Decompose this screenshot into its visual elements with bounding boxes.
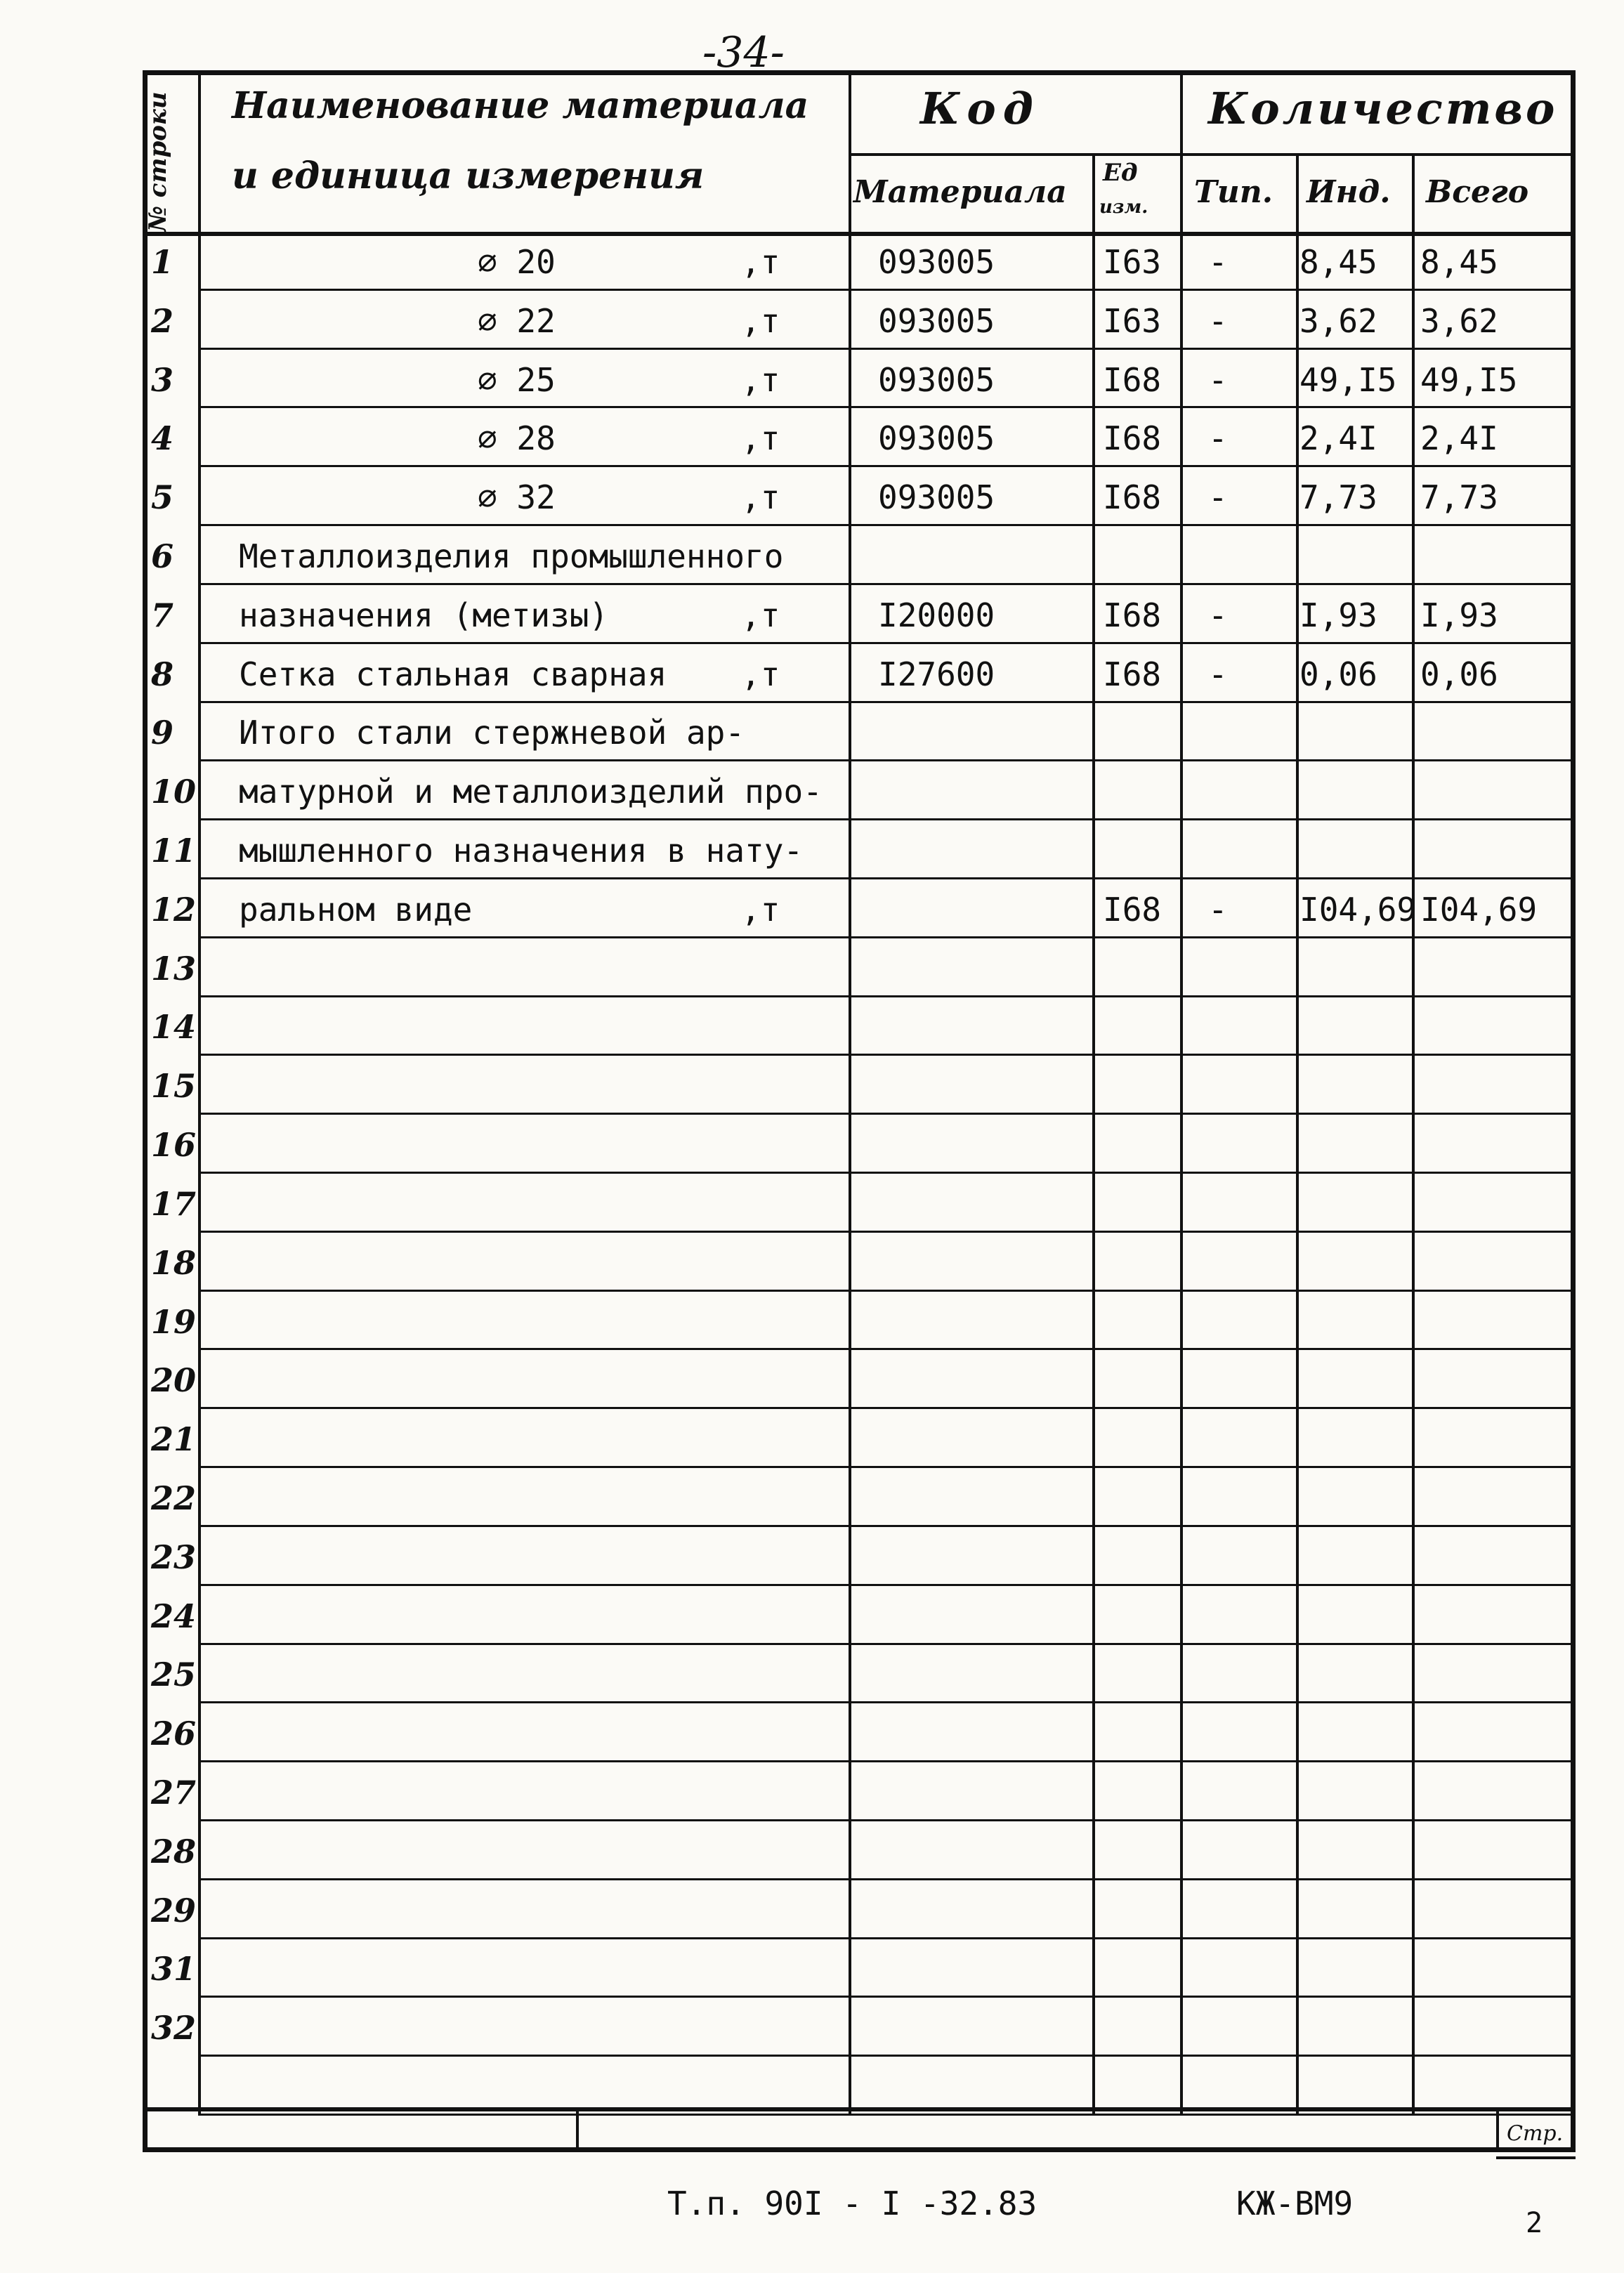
page-number: -34- xyxy=(702,28,785,77)
ind-value: 3,62 xyxy=(1299,301,1377,340)
row-line xyxy=(198,524,1576,526)
row-number: 28 xyxy=(151,1832,197,1871)
row-number: 11 xyxy=(151,832,197,870)
row-line xyxy=(198,1348,1576,1350)
total-value: 49,I5 xyxy=(1420,360,1518,399)
header-name-line2: и единица измерения xyxy=(232,155,705,197)
material-name: мышленного назначения в нату- xyxy=(239,832,804,870)
row-line xyxy=(198,1760,1576,1762)
row-line xyxy=(198,877,1576,879)
row-number: 14 xyxy=(151,1008,197,1047)
row-number: 2 xyxy=(151,301,174,340)
unit-suffix: ,т xyxy=(741,890,780,929)
row-line xyxy=(198,2114,1576,2116)
ind-value: 7,73 xyxy=(1299,478,1377,517)
material-name: ∅ 25 xyxy=(478,360,556,399)
header-row-no: № строки xyxy=(144,91,172,232)
row-number: 5 xyxy=(151,478,174,517)
row-line xyxy=(198,995,1576,997)
material-name: Металлоизделия промышленного xyxy=(239,537,784,575)
unit-code: I63 xyxy=(1103,301,1162,340)
title-block-sheet-line xyxy=(1496,2156,1576,2159)
material-code: I27600 xyxy=(878,655,995,693)
tip-value: - xyxy=(1208,419,1228,458)
row-line xyxy=(198,1701,1576,1703)
unit-suffix: ,т xyxy=(741,301,780,340)
title-block-project: Т.п. 90I - I -32.83 xyxy=(667,2184,1037,2222)
row-number: 25 xyxy=(151,1656,197,1694)
row-number: 8 xyxy=(151,655,174,693)
unit-code: I68 xyxy=(1103,419,1162,458)
total-value: 8,45 xyxy=(1420,242,1498,281)
row-number: 7 xyxy=(151,596,174,634)
row-number: 10 xyxy=(151,773,197,811)
material-name: матурной и металлоизделий про- xyxy=(239,773,823,811)
total-value: I04,69 xyxy=(1420,890,1538,929)
ind-value: 8,45 xyxy=(1299,242,1377,281)
tip-value: - xyxy=(1208,242,1228,281)
row-number: 32 xyxy=(151,2009,197,2048)
row-line xyxy=(198,1113,1576,1115)
material-code: 093005 xyxy=(878,360,995,399)
row-line xyxy=(198,759,1576,761)
row-line xyxy=(198,701,1576,703)
ind-value: 0,06 xyxy=(1299,655,1377,693)
unit-suffix: ,т xyxy=(741,596,780,634)
header-divider xyxy=(849,153,1576,156)
row-number: 26 xyxy=(151,1715,197,1753)
tip-value: - xyxy=(1208,890,1228,929)
row-line xyxy=(198,1525,1576,1527)
row-line xyxy=(198,348,1576,350)
material-name: ∅ 20 xyxy=(478,242,556,281)
tip-value: - xyxy=(1208,478,1228,517)
row-number: 22 xyxy=(151,1479,197,1517)
title-block-top xyxy=(143,2107,1576,2111)
title-block-sheet: 2 xyxy=(1526,2207,1543,2239)
row-line xyxy=(198,465,1576,467)
row-number: 21 xyxy=(151,1420,197,1459)
header-tip: Тип. xyxy=(1194,174,1273,210)
row-line xyxy=(198,1937,1576,1939)
row-line xyxy=(198,642,1576,644)
row-number: 3 xyxy=(151,360,174,399)
unit-suffix: ,т xyxy=(741,655,780,693)
material-name: назначения (метизы) xyxy=(239,596,609,634)
tip-value: - xyxy=(1208,360,1228,399)
row-number: 1 xyxy=(151,242,174,281)
material-code: 093005 xyxy=(878,242,995,281)
material-name: Сетка стальная сварная xyxy=(239,655,667,693)
row-line xyxy=(198,1819,1576,1821)
material-name: Итого стали стержневой ар- xyxy=(239,714,745,752)
material-name: ральном виде xyxy=(239,890,473,929)
row-line xyxy=(198,289,1576,291)
material-name: ∅ 28 xyxy=(478,419,556,458)
total-value: I,93 xyxy=(1420,596,1498,634)
unit-suffix: ,т xyxy=(741,242,780,281)
row-number: 31 xyxy=(151,1950,197,1989)
row-line xyxy=(198,1407,1576,1409)
ind-value: I04,69 xyxy=(1299,890,1417,929)
col-line-unit xyxy=(1180,70,1183,2116)
row-line xyxy=(198,818,1576,820)
row-line xyxy=(198,1466,1576,1468)
row-number: 18 xyxy=(151,1243,197,1282)
col-line-rowno xyxy=(198,70,201,2116)
row-number: 15 xyxy=(151,1067,197,1106)
tip-value: - xyxy=(1208,596,1228,634)
row-number: 20 xyxy=(151,1361,197,1400)
unit-code: I68 xyxy=(1103,478,1162,517)
row-number: 24 xyxy=(151,1597,197,1635)
row-line xyxy=(198,2055,1576,2057)
row-number: 19 xyxy=(151,1302,197,1341)
material-code: I20000 xyxy=(878,596,995,634)
row-line xyxy=(198,1231,1576,1233)
row-line xyxy=(198,1290,1576,1292)
total-value: 2,4I xyxy=(1420,419,1498,458)
ind-value: I,93 xyxy=(1299,596,1377,634)
title-block-code: КЖ-ВМ9 xyxy=(1236,2184,1354,2222)
title-block-sheet-divider xyxy=(1496,2107,1499,2152)
title-block-sheet-label: Стр. xyxy=(1507,2121,1564,2146)
header-code: Код xyxy=(920,83,1040,134)
header-total: Всего xyxy=(1426,174,1529,210)
unit-code: I68 xyxy=(1103,890,1162,929)
material-code: 093005 xyxy=(878,478,995,517)
row-number: 9 xyxy=(151,714,174,752)
header-unit-line1: Ед xyxy=(1103,159,1138,187)
unit-suffix: ,т xyxy=(741,478,780,517)
tip-value: - xyxy=(1208,301,1228,340)
title-block-divider xyxy=(576,2107,579,2152)
row-number: 13 xyxy=(151,949,197,988)
unit-suffix: ,т xyxy=(741,360,780,399)
col-line-name xyxy=(849,70,851,2116)
unit-code: I68 xyxy=(1103,655,1162,693)
row-line xyxy=(198,1172,1576,1174)
row-line xyxy=(198,1878,1576,1880)
material-code: 093005 xyxy=(878,419,995,458)
row-line xyxy=(198,1643,1576,1645)
total-value: 7,73 xyxy=(1420,478,1498,517)
unit-code: I68 xyxy=(1103,360,1162,399)
row-line xyxy=(198,936,1576,938)
row-number: 16 xyxy=(151,1126,197,1165)
row-line xyxy=(198,406,1576,408)
row-number: 6 xyxy=(151,537,174,575)
unit-code: I63 xyxy=(1103,242,1162,281)
ind-value: 49,I5 xyxy=(1299,360,1397,399)
total-value: 3,62 xyxy=(1420,301,1498,340)
row-line xyxy=(198,1996,1576,1998)
row-number: 4 xyxy=(151,419,174,458)
ind-value: 2,4I xyxy=(1299,419,1377,458)
row-number: 23 xyxy=(151,1538,197,1576)
header-quantity: Количество xyxy=(1208,83,1558,134)
total-value: 0,06 xyxy=(1420,655,1498,693)
row-line xyxy=(198,583,1576,585)
material-code: 093005 xyxy=(878,301,995,340)
row-number: 17 xyxy=(151,1184,197,1223)
tip-value: - xyxy=(1208,655,1228,693)
row-number: 27 xyxy=(151,1774,197,1812)
row-number: 12 xyxy=(151,890,197,929)
header-unit-line2: изм. xyxy=(1099,197,1148,218)
unit-suffix: ,т xyxy=(741,419,780,458)
unit-code: I68 xyxy=(1103,596,1162,634)
header-name-line1: Наименование материала xyxy=(232,84,809,127)
header-bottom-line xyxy=(143,232,1576,236)
row-number: 29 xyxy=(151,1891,197,1930)
material-name: ∅ 32 xyxy=(478,478,556,517)
row-line xyxy=(198,1054,1576,1056)
material-name: ∅ 22 xyxy=(478,301,556,340)
row-line xyxy=(198,1584,1576,1586)
header-material: Материала xyxy=(853,174,1067,210)
header-ind: Инд. xyxy=(1307,174,1391,210)
